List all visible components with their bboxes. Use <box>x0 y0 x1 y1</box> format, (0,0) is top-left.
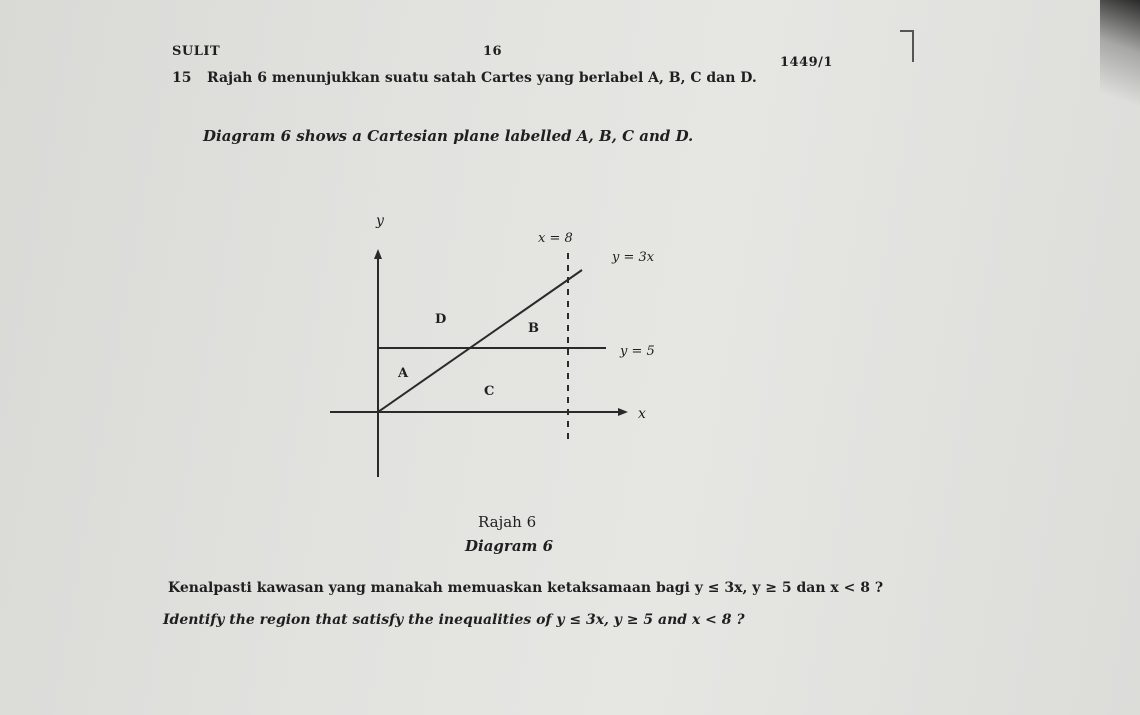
region-b-label: B <box>528 321 539 336</box>
x-axis-arrow <box>618 408 628 416</box>
diagram-caption-malay: Rajah 6 <box>478 513 537 531</box>
page-number: 16 <box>483 44 503 59</box>
question-text-english: Diagram 6 shows a Cartesian plane labelled A, B, C and D. <box>203 127 694 145</box>
prompt-malay: Kenalpasti kawasan yang manakah memuaskan ketaksamaan bagi y ≤ 3x, y ≥ 5 dan x < 8 ? <box>168 580 884 596</box>
region-c-label: C <box>484 384 495 399</box>
header-sulit: SULIT <box>172 44 221 59</box>
label-y-equals-3x: y = 3x <box>612 250 655 265</box>
page-edge-shadow <box>1100 0 1140 120</box>
label-y-equals-5: y = 5 <box>620 344 655 359</box>
region-d-label: D <box>435 312 447 327</box>
question-number: 15 <box>172 70 192 86</box>
cartesian-plane-svg <box>320 205 680 490</box>
region-a-label: A <box>398 366 409 381</box>
cartesian-diagram <box>320 205 680 490</box>
prompt-english: Identify the region that satisfy the inequalities of y ≤ 3x, y ≥ 5 and x < 8 ? <box>163 612 745 628</box>
diagram-caption-english: Diagram 6 <box>465 537 554 555</box>
question-text-malay: Rajah 6 menunjukkan suatu satah Cartes yang berlabel A, B, C dan D. <box>207 70 757 86</box>
y-axis-arrow <box>374 249 382 259</box>
x-axis-label: x <box>638 406 646 422</box>
label-x-equals-8: x = 8 <box>538 231 573 246</box>
line-y-equals-3x <box>378 270 582 412</box>
corner-mark <box>900 30 914 62</box>
y-axis-label: y <box>376 213 384 229</box>
paper-code: 1449/1 <box>780 55 833 70</box>
